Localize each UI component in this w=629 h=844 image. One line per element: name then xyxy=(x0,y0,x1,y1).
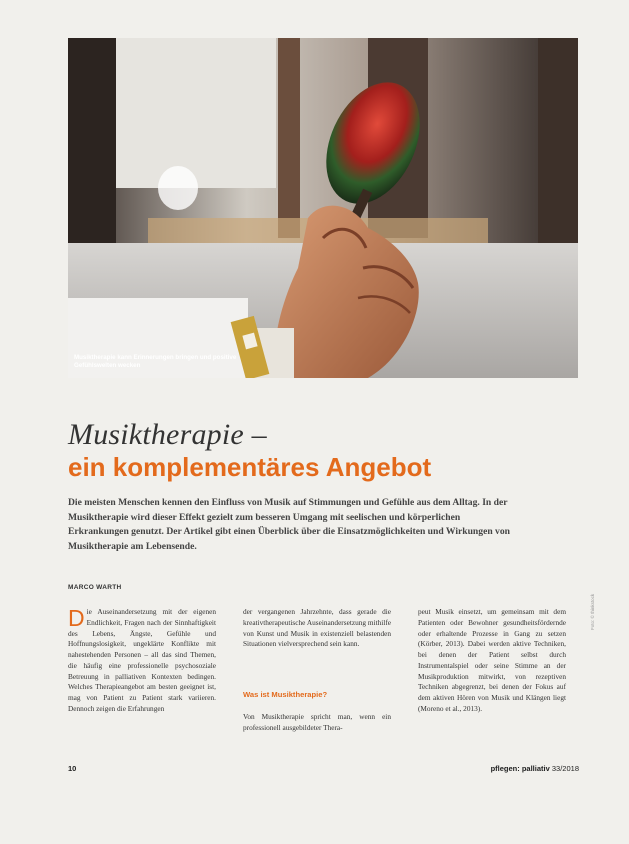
title-line-1: Musiktherapie – xyxy=(68,418,267,451)
lead-paragraph: Die meisten Menschen kennen den Einfluss von Musik auf Stimmungen und Gefühle aus dem Alltag. In der Musiktherapie wird dieser Effekt gezielt zum besseren Umgang mit seelischen und körperlichen Erkrankungen genutzt. Der Artikel gibt einen Überblick über die Einsatzmöglichkeiten und Wirkungen von Musiktherapie am Lebensende. xyxy=(68,497,510,552)
journal-issue: 33/2018 xyxy=(551,764,579,773)
journal-name: pflegen: palliativ xyxy=(490,764,550,773)
section-subhead: Was ist Musiktherapie? xyxy=(243,690,328,699)
article-photo xyxy=(68,38,578,378)
body-column-2-text: der vergangenen Jahrzehnte, dass gerade die kreativtherapeutische Auseinandersetzung mithilfe von Kunst und Musik in existenziell belastenden Situationen vielversprechend sein kann. xyxy=(243,607,391,649)
journal-footer xyxy=(491,764,579,773)
drop-cap: D xyxy=(68,605,85,631)
author-name: MARCO WARTH xyxy=(68,584,122,591)
body-column-1 xyxy=(68,607,216,715)
title-line-2: ein komplementäres Angebot xyxy=(68,452,432,482)
page-number: 10 xyxy=(68,764,77,773)
photo-illustration xyxy=(68,38,578,378)
photo-credit: Foto: © thinkstock xyxy=(590,593,595,630)
body-column-1-text: ie Auseinandersetzung mit der eigenen Endlichkeit, Fragen nach der Sinnhaftigkeit des Lebens, Ängste, Gefühle und Hoffnungslosigkeit, ungeklärte Konflikte mit nahestehenden Personen – all das sind Themen, die häufig eine professionelle psychosoziale Betreuung in palliativen Kontexten bedingen. Welches Therapieangebot am besten geeignet ist, mag von Patient zu Patient stark variieren. Dennoch zeigen die Erfahrungen xyxy=(68,607,216,713)
body-column-3-text: peut Musik einsetzt, um gemeinsam mit dem Patienten oder Bewohner gesundheitsfördernde oder erhaltende Prozesse in Gang zu setzen (Körber, 2013). Dabei werden aktive Techniken, bei denen der Patient selbst durch Instrumentalspiel oder seine Stimme an der Musikproduktion mitwirkt, von rezeptiven Techniken abgegrenzt, bei denen der Fokus auf dem aktiven Hören von Musik und Klängen liegt (Moreno et al., 2013). xyxy=(418,607,566,713)
photo-caption: Musiktherapie kann Erinnerungen bringen und positive Gefühlswelten wecken xyxy=(74,354,237,369)
body-column-2b-text: Von Musiktherapie spricht man, wenn ein professionell ausgebildeter Thera- xyxy=(243,712,391,732)
